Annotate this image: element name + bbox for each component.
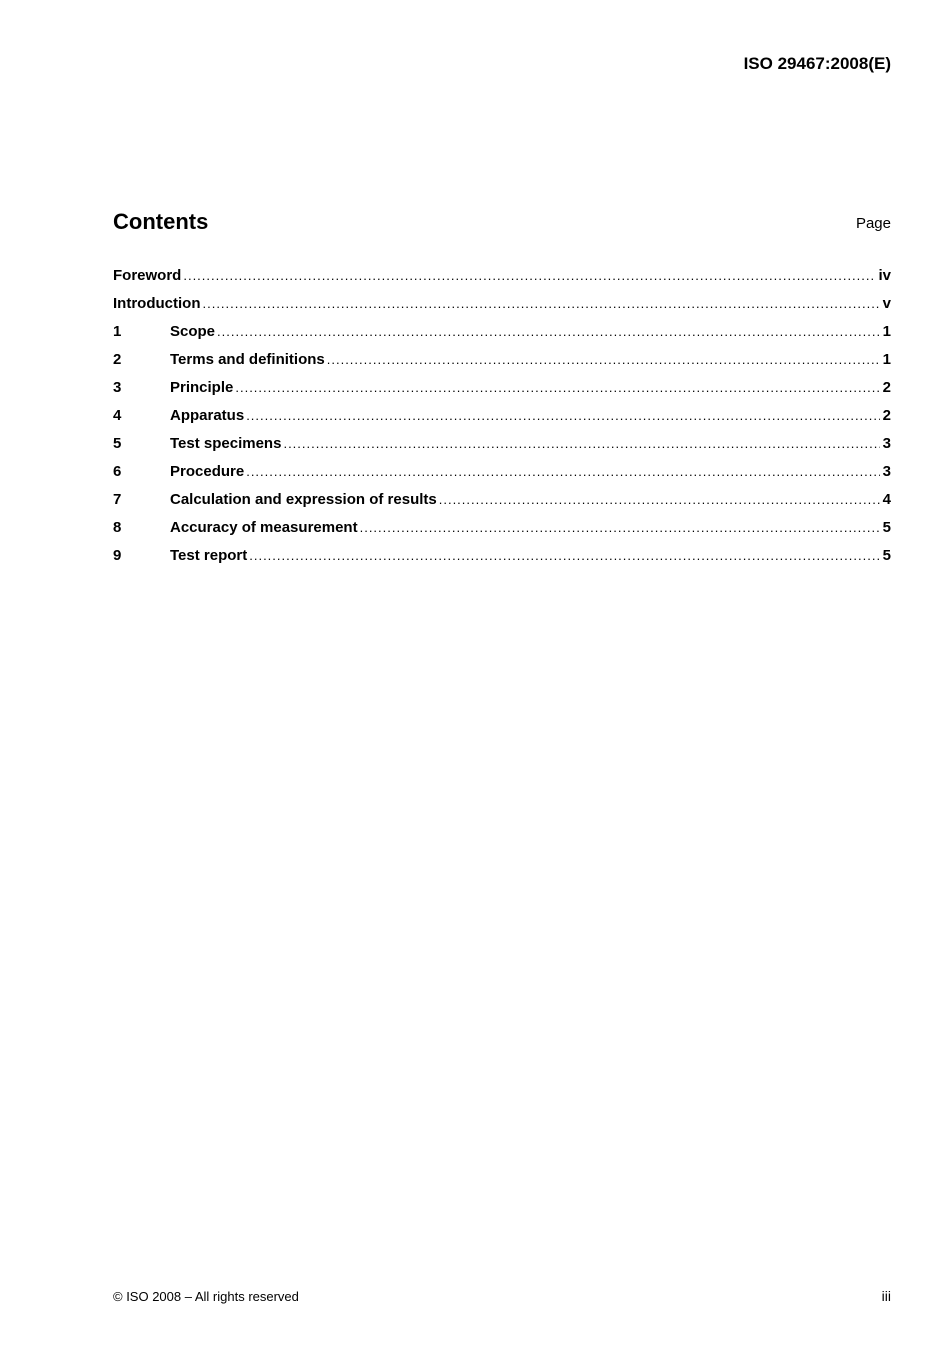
toc-entry-test-specimens[interactable] bbox=[113, 435, 891, 463]
toc-entry-number: 2 bbox=[113, 351, 122, 368]
toc-entry-page: 1 bbox=[882, 323, 891, 340]
dot-leader bbox=[360, 520, 880, 535]
toc-entry-page: 2 bbox=[882, 407, 891, 424]
dot-leader bbox=[249, 548, 879, 563]
toc-entry-page: iv bbox=[878, 267, 891, 284]
toc-entry-page: v bbox=[882, 295, 891, 312]
dot-leader bbox=[202, 296, 879, 311]
dot-leader bbox=[327, 352, 880, 367]
toc-entry-foreword[interactable] bbox=[113, 267, 891, 295]
table-of-contents bbox=[113, 267, 891, 575]
toc-entry-page: 3 bbox=[882, 435, 891, 452]
toc-entry-number: 8 bbox=[113, 519, 122, 536]
toc-entry-title: Test report bbox=[170, 547, 248, 564]
toc-entry-accuracy-of-measurement[interactable] bbox=[113, 519, 891, 547]
toc-entry-principle[interactable] bbox=[113, 379, 891, 407]
footer-page-number: iii bbox=[881, 1288, 891, 1304]
contents-heading: Contents bbox=[113, 209, 209, 234]
dot-leader bbox=[439, 492, 880, 507]
toc-entry-test-report[interactable] bbox=[113, 547, 891, 575]
toc-entry-title: Foreword bbox=[113, 267, 182, 284]
dot-leader bbox=[217, 324, 880, 339]
toc-entry-terms-and-definitions[interactable] bbox=[113, 351, 891, 379]
dot-leader bbox=[246, 408, 879, 423]
toc-entry-title: Accuracy of measurement bbox=[170, 519, 358, 536]
toc-entry-title: Calculation and expression of results bbox=[170, 491, 437, 508]
toc-entry-page: 4 bbox=[882, 491, 891, 508]
toc-entry-number: 4 bbox=[113, 407, 122, 424]
toc-entry-page: 2 bbox=[882, 379, 891, 396]
toc-entry-title: Procedure bbox=[170, 463, 245, 480]
toc-entry-page: 5 bbox=[882, 547, 891, 564]
toc-entry-number: 3 bbox=[113, 379, 122, 396]
toc-entry-number: 9 bbox=[113, 547, 122, 564]
toc-entry-page: 1 bbox=[882, 351, 891, 368]
toc-entry-title: Introduction bbox=[113, 295, 201, 312]
toc-entry-page: 5 bbox=[882, 519, 891, 536]
toc-entry-number: 5 bbox=[113, 435, 122, 452]
toc-entry-introduction[interactable] bbox=[113, 295, 891, 323]
toc-entry-number: 7 bbox=[113, 491, 122, 508]
dot-leader bbox=[283, 436, 879, 451]
dot-leader bbox=[183, 268, 875, 283]
footer-copyright: © ISO 2008 – All rights reserved bbox=[113, 1289, 299, 1304]
toc-entry-calculation-and-expression-of-results[interactable] bbox=[113, 491, 891, 519]
toc-entry-number: 6 bbox=[113, 463, 122, 480]
toc-entry-apparatus[interactable] bbox=[113, 407, 891, 435]
toc-entry-page: 3 bbox=[882, 463, 891, 480]
toc-entry-procedure[interactable] bbox=[113, 463, 891, 491]
toc-entry-title: Terms and definitions bbox=[170, 351, 325, 368]
toc-entry-title: Apparatus bbox=[170, 407, 245, 424]
dot-leader bbox=[235, 380, 879, 395]
document-id-header: ISO 29467:2008(E) bbox=[743, 54, 891, 73]
toc-entry-scope[interactable] bbox=[113, 323, 891, 351]
dot-leader bbox=[246, 464, 879, 479]
toc-entry-number: 1 bbox=[113, 323, 122, 340]
page-column-label: Page bbox=[855, 215, 891, 232]
toc-entry-title: Scope bbox=[170, 323, 216, 340]
toc-entry-title: Test specimens bbox=[170, 435, 282, 452]
toc-entry-title: Principle bbox=[170, 379, 234, 396]
